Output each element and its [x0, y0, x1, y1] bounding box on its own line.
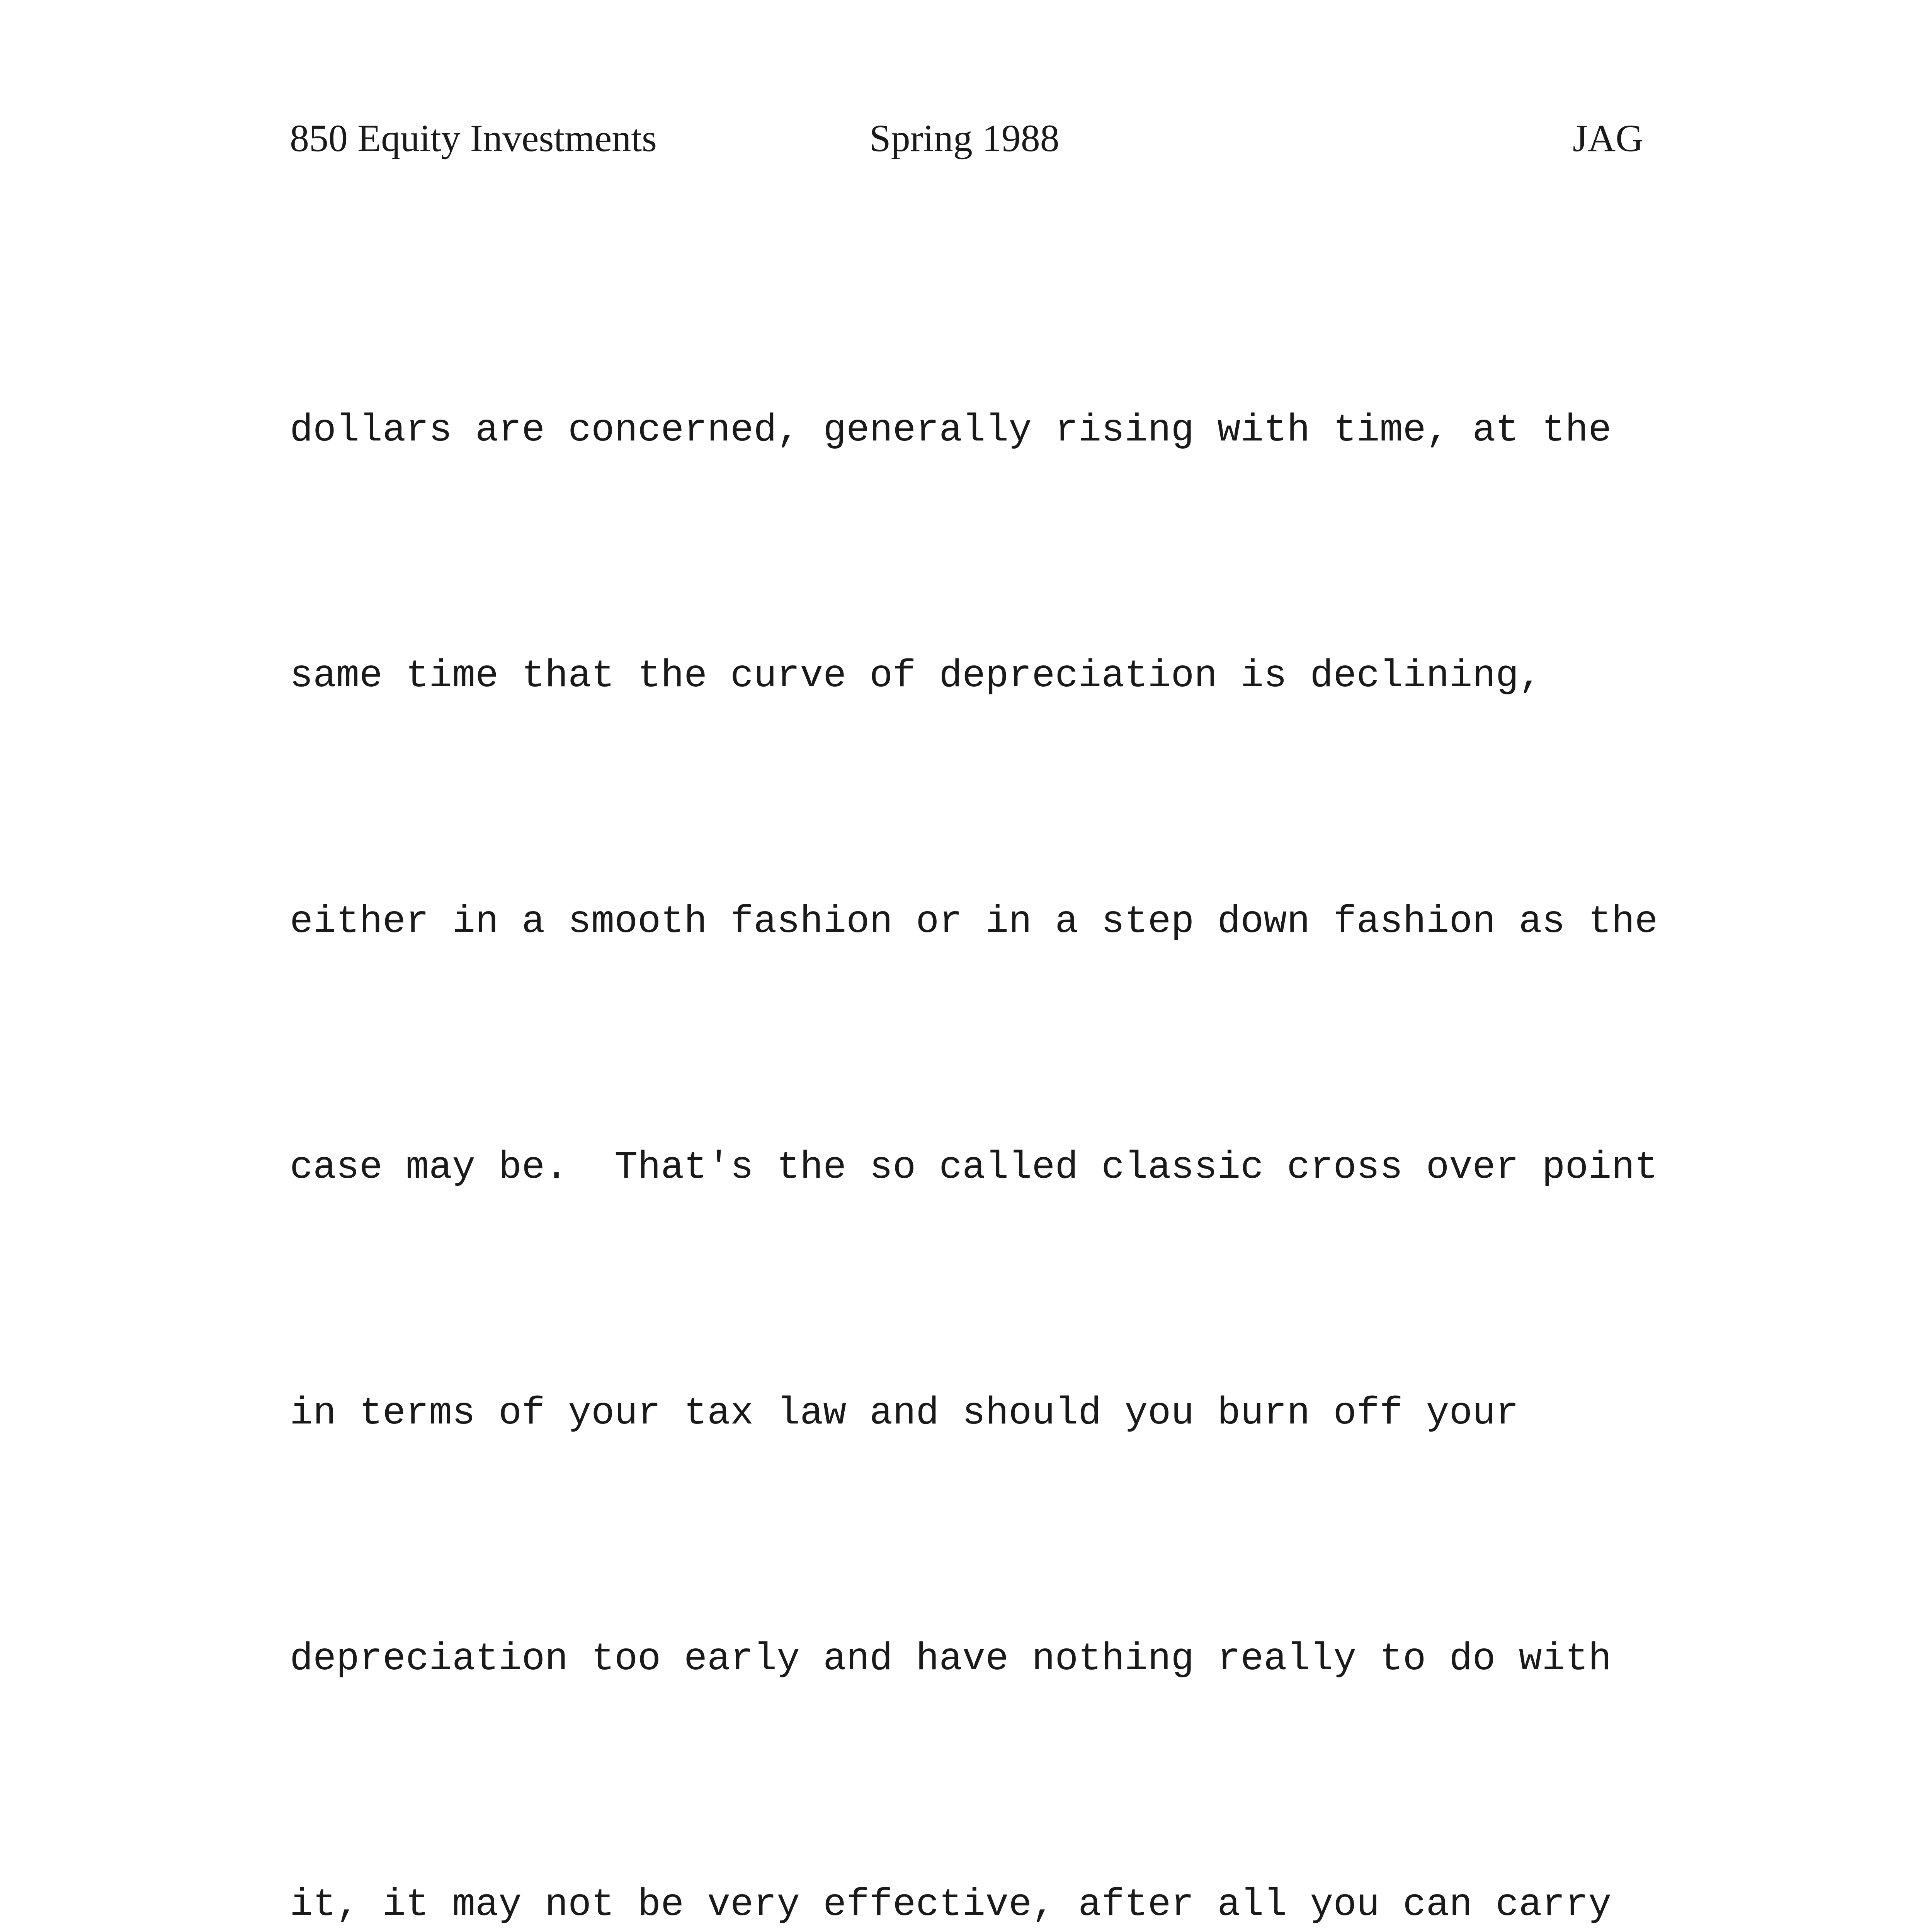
text-line: dollars are concerned, generally rising with time, at the — [290, 409, 1612, 452]
text-line: same time that the curve of depreciation is declining, — [290, 655, 1542, 698]
text-line: case may be. That's the so called classic cross over point — [290, 1146, 1658, 1190]
term-label: Spring 1988 — [869, 117, 1060, 160]
text-line: either in a smooth fashion or in a step down fashion as the — [290, 900, 1658, 944]
text-line: depreciation too early and have nothing really to do with — [290, 1638, 1612, 1681]
course-title: 850 Equity Investments — [290, 117, 657, 160]
author-initials: JAG — [1573, 117, 1644, 160]
text-line: it, it may not be very effective, after all you can carry — [290, 1883, 1612, 1927]
page-header — [0, 116, 1932, 162]
transcript-body — [290, 226, 1719, 1932]
text-line: in terms of your tax law and should you burn off your — [290, 1392, 1519, 1435]
